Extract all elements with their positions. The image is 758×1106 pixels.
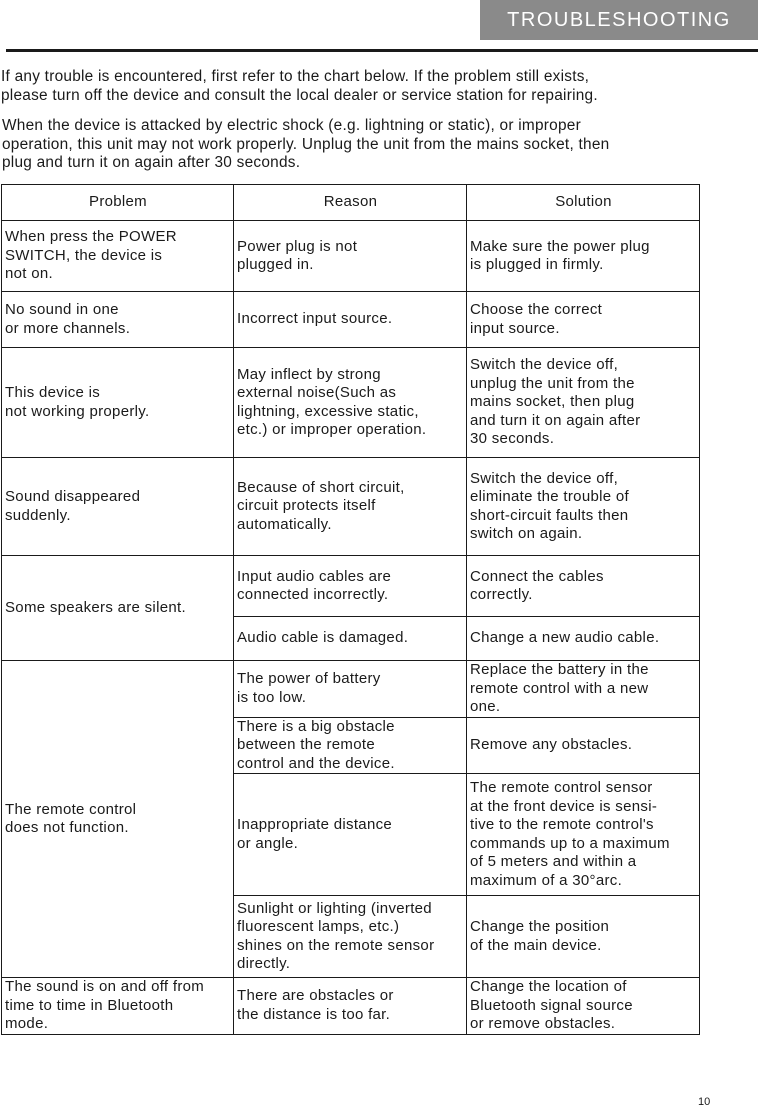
problem-cell: This device is not working properly.: [2, 348, 234, 458]
solution-cell: Switch the device off, unplug the unit from the mains socket, then plug and turn it on again after 30 seconds.: [467, 348, 700, 458]
intro-paragraph-trouble: If any trouble is encountered, first refer to the chart below. If the problem still exists, please turn off the device and consult the local dealer or service station for repairing.: [1, 68, 598, 104]
reason-cell: There are obstacles or the distance is too far.: [234, 978, 467, 1035]
solution-cell: Switch the device off, eliminate the trouble of short-circuit faults then switch on again.: [467, 458, 700, 556]
reason-cell: There is a big obstacle between the remote control and the device.: [234, 717, 467, 774]
solution-cell: Change the location of Bluetooth signal source or remove obstacles.: [467, 978, 700, 1035]
problem-cell: No sound in one or more channels.: [2, 292, 234, 348]
column-header-solution: Solution: [467, 185, 700, 221]
table-header-row: [2, 185, 700, 221]
reason-cell: Inappropriate distance or angle.: [234, 774, 467, 896]
solution-cell: Choose the correct input source.: [467, 292, 700, 348]
problem-cell: Sound disappeared suddenly.: [2, 458, 234, 556]
troubleshooting-table: [1, 184, 700, 1035]
column-header-problem: Problem: [2, 185, 234, 221]
solution-cell: Make sure the power plug is plugged in firmly.: [467, 221, 700, 292]
problem-cell: When press the POWER SWITCH, the device is not on.: [2, 221, 234, 292]
reason-cell: Incorrect input source.: [234, 292, 467, 348]
reason-cell: Because of short circuit, circuit protects itself automatically.: [234, 458, 467, 556]
reason-cell: Audio cable is damaged.: [234, 617, 467, 661]
problem-cell: The sound is on and off from time to time in Bluetooth mode.: [2, 978, 234, 1035]
solution-cell: Change the position of the main device.: [467, 896, 700, 978]
header-divider: [6, 49, 758, 52]
problem-cell: The remote control does not function.: [2, 661, 234, 978]
intro-paragraph-electric-shock: When the device is attacked by electric shock (e.g. lightning or static), or improper operation, this unit may not work properly. Unplug the unit from the mains socket, then plug and turn it on again after 30 seconds.: [2, 117, 610, 171]
solution-cell: Connect the cables correctly.: [467, 556, 700, 617]
reason-cell: Sunlight or lighting (inverted fluorescent lamps, etc.) shines on the remote sensor directly.: [234, 896, 467, 978]
section-title: TROUBLESHOOTING: [507, 8, 731, 31]
table-row: [2, 978, 700, 1035]
table-row: [2, 556, 700, 617]
page-number: 10: [698, 1096, 711, 1106]
problem-cell: Some speakers are silent.: [2, 556, 234, 661]
reason-cell: Input audio cables are connected incorrectly.: [234, 556, 467, 617]
table-row: [2, 292, 700, 348]
reason-cell: May inflect by strong external noise(Such as lightning, excessive static, etc.) or improper operation.: [234, 348, 467, 458]
table-row: [2, 458, 700, 556]
solution-cell: Remove any obstacles.: [467, 717, 700, 774]
table-row: [2, 348, 700, 458]
table-row: [2, 221, 700, 292]
section-title-tab: [480, 0, 758, 40]
reason-cell: Power plug is not plugged in.: [234, 221, 467, 292]
table-row: [2, 661, 700, 718]
solution-cell: The remote control sensor at the front device is sensi- tive to the remote control's commands up to a maximum of 5 meters and within a maximum of a 30°arc.: [467, 774, 700, 896]
solution-cell: Change a new audio cable.: [467, 617, 700, 661]
column-header-reason: Reason: [234, 185, 467, 221]
reason-cell: The power of battery is too low.: [234, 661, 467, 718]
solution-cell: Replace the battery in the remote control with a new one.: [467, 661, 700, 718]
